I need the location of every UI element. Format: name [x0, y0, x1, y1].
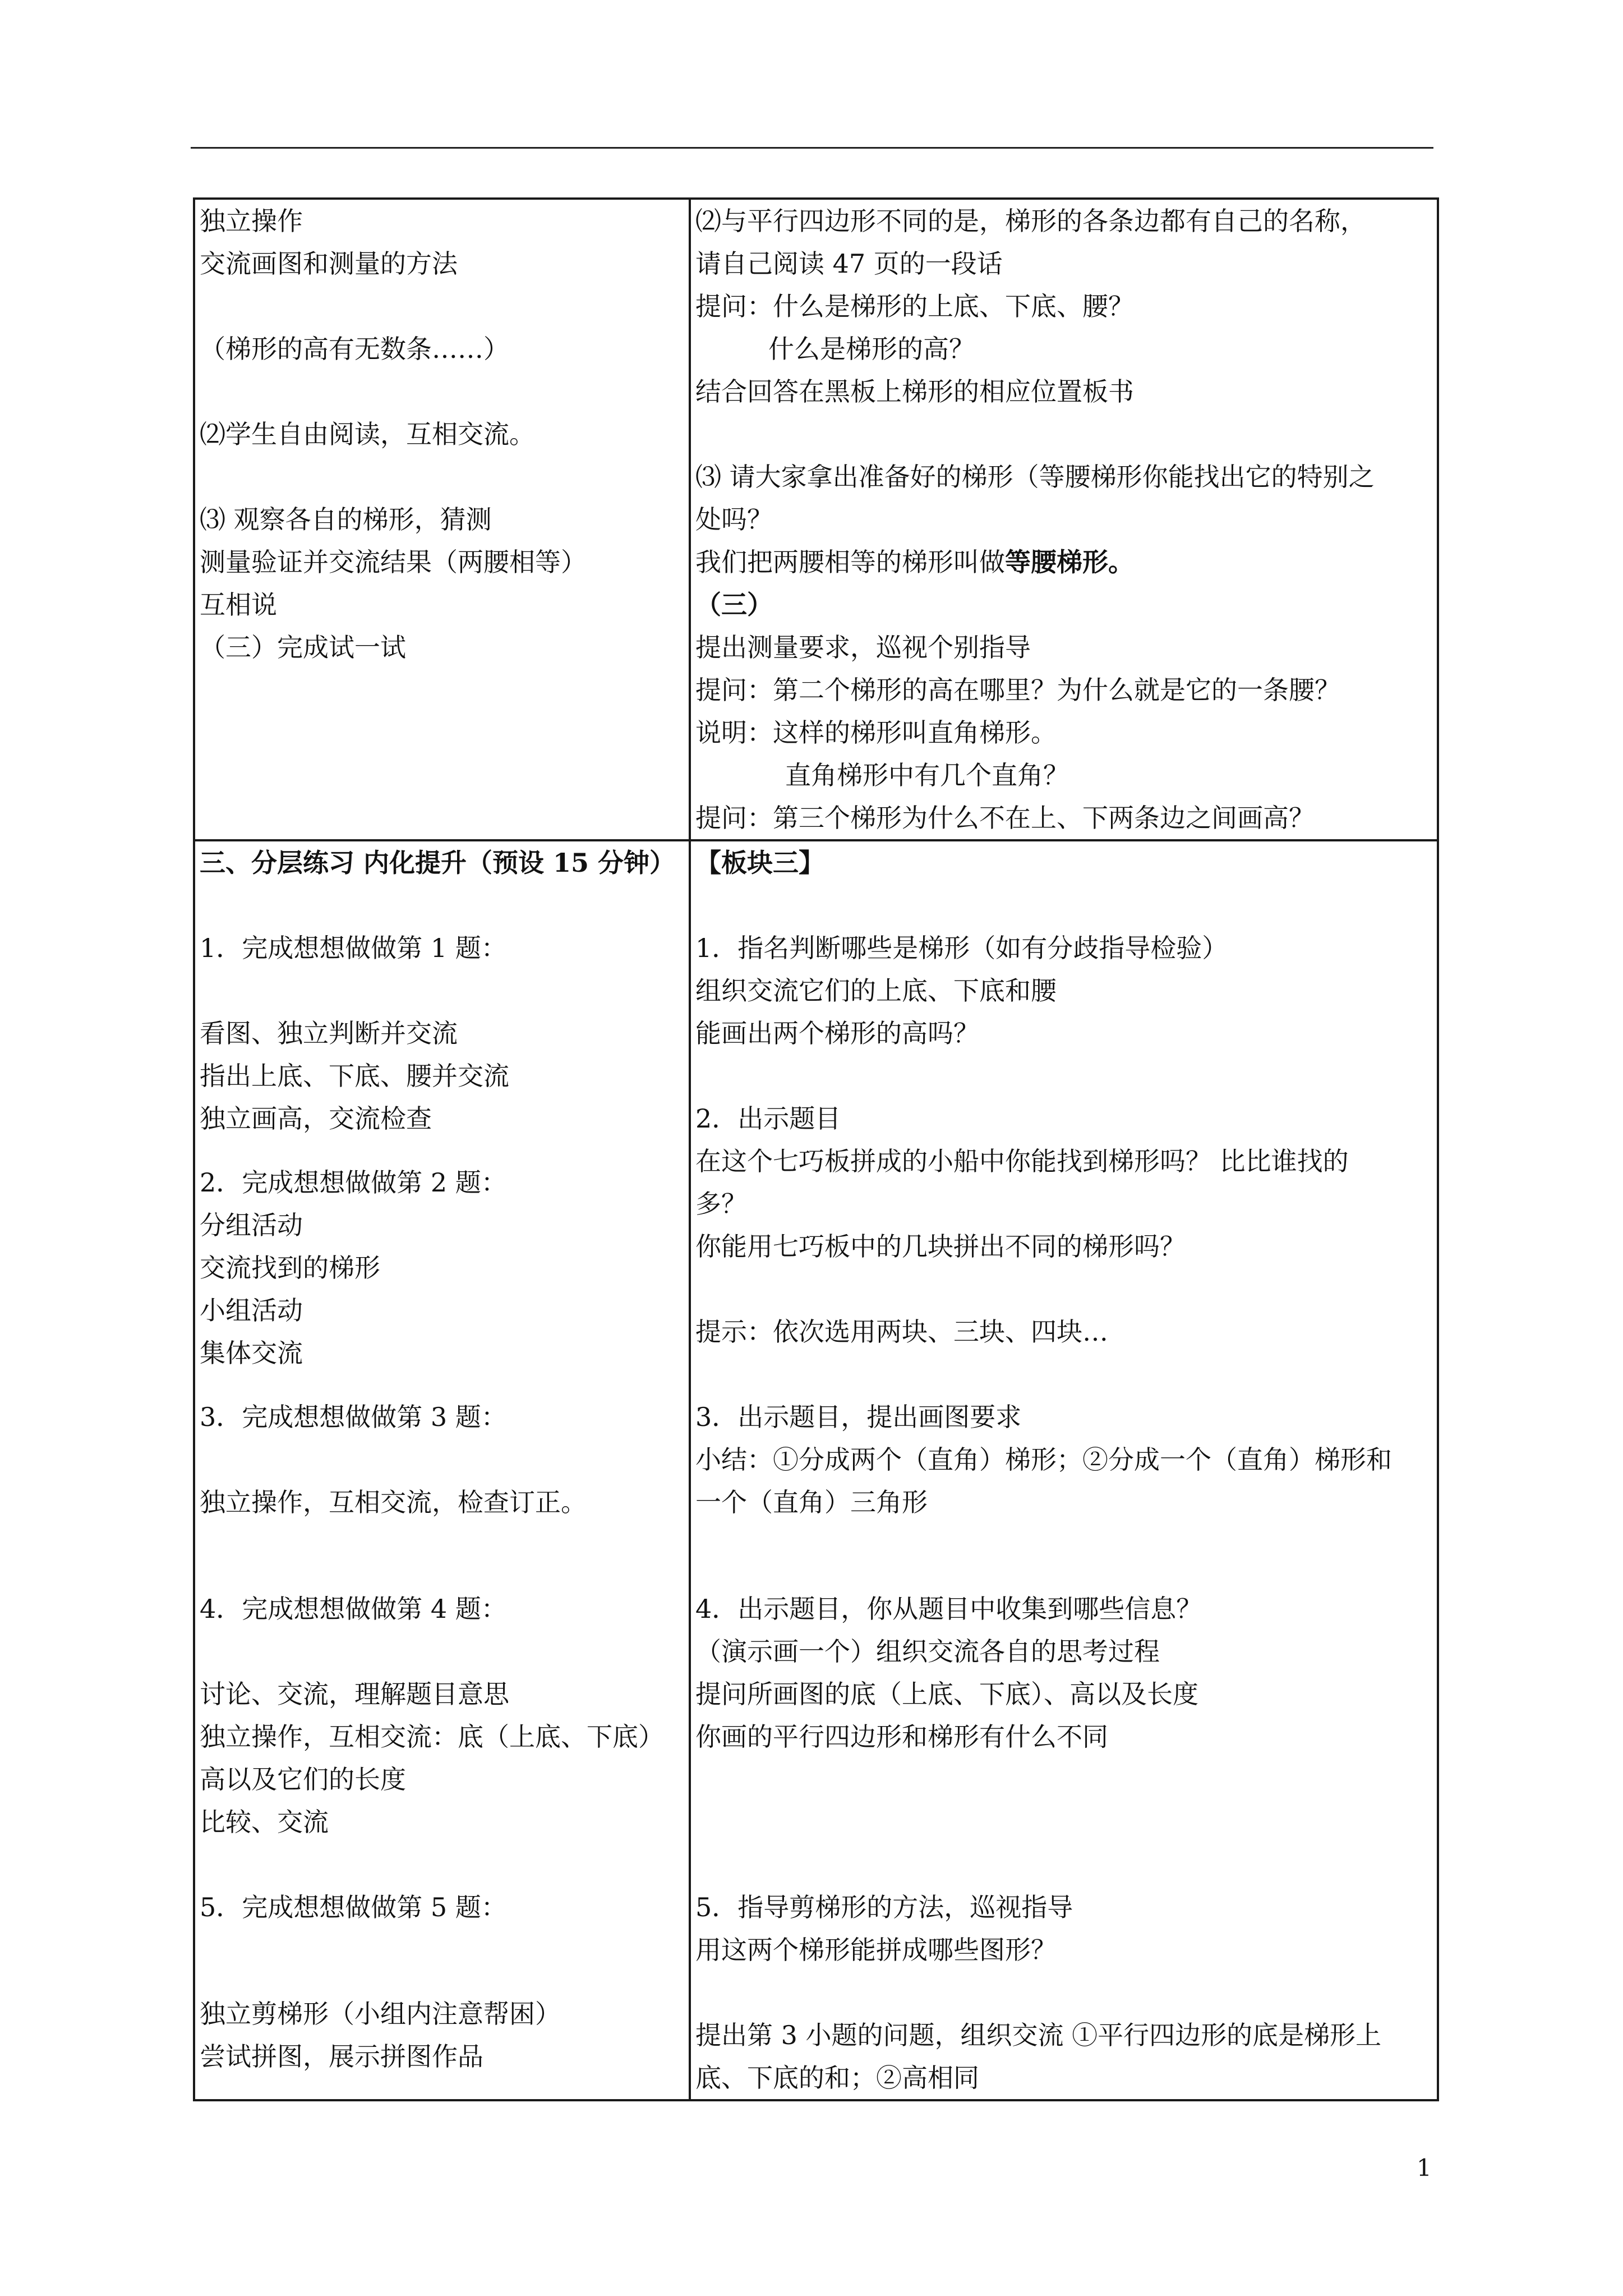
text-line: 独立剪梯形（小组内注意帮困）: [200, 1999, 561, 2029]
term-isosceles-trapezoid: 等腰梯形。: [1005, 547, 1134, 577]
text-line: 提问所画图的底（上底、下底）、高以及长度: [695, 1679, 1198, 1709]
text-run: 我们把两腰相等的梯形叫做: [695, 547, 1005, 577]
text-line: （梯形的高有无数条……）: [200, 334, 509, 364]
text-line: 独立操作，互相交流：底（上底、下底）: [200, 1722, 664, 1752]
text-line: 提出测量要求，巡视个别指导: [695, 632, 1031, 662]
header-rule: [191, 147, 1433, 149]
text-line: 分组活动: [200, 1210, 303, 1240]
text-line: 你能用七巧板中的几块拼出不同的梯形吗？: [695, 1231, 1186, 1262]
lesson-plan-table: [193, 197, 1439, 2101]
text-line: 提问：什么是梯形的上底、下底、腰？: [695, 291, 1134, 321]
text-line: 在这个七巧板拼成的小船中你能找到梯形吗？ 比比谁找的: [695, 1146, 1349, 1176]
text-line: ⑵学生自由阅读，互相交流。: [200, 419, 535, 449]
text-line: 提示：依次选用两块、三块、四块…: [695, 1317, 1108, 1347]
teacher-activity-cell: [690, 199, 1438, 840]
text-line: 提问：第三个梯形为什么不在上、下两条边之间画高？: [695, 803, 1315, 833]
text-line: 3．出示题目，提出画图要求: [695, 1402, 1022, 1432]
text-line: 底、下底的和；②高相同: [695, 2063, 979, 2093]
text-line: 独立操作: [200, 206, 303, 236]
text-line: 互相说: [200, 590, 277, 620]
text-line: 3．完成想想做做第 3 题：: [200, 1402, 507, 1432]
student-activity-cell: [194, 840, 690, 2100]
text-line: 交流画图和测量的方法: [200, 249, 458, 279]
text-line: 集体交流: [200, 1338, 303, 1368]
text-line: ⑵与平行四边形不同的是，梯形的各条边都有自己的名称，: [695, 206, 1366, 236]
text-line: 直角梯形中有几个直角？: [785, 760, 1069, 790]
section-heading: 【板块三】: [695, 848, 824, 878]
text-line: 能画出两个梯形的高吗？: [695, 1018, 979, 1048]
text-line: 一个（直角）三角形: [695, 1487, 928, 1517]
text-line: 1．指名判断哪些是梯形（如有分歧指导检验）: [695, 933, 1228, 963]
text-line: 4．完成想想做做第 4 题：: [200, 1594, 507, 1624]
text-line: 高以及它们的长度: [200, 1764, 406, 1795]
text-line: 说明：这样的梯形叫直角梯形。: [695, 717, 1057, 748]
text-line: 请自己阅读 47 页的一段话: [695, 249, 1003, 279]
text-line: 2．出示题目: [695, 1103, 841, 1134]
teacher-activity-cell: [690, 840, 1438, 2100]
text-line: ⑶ 观察各自的梯形，猜测: [200, 504, 492, 535]
table-row: [194, 199, 1438, 840]
text-line: 讨论、交流，理解题目意思: [200, 1679, 509, 1709]
text-line: ⑶ 请大家拿出准备好的梯形（等腰梯形你能找出它的特别之: [695, 462, 1375, 492]
text-line: 结合回答在黑板上梯形的相应位置板书: [695, 376, 1134, 407]
text-line: 尝试拼图，展示拼图作品: [200, 2041, 483, 2072]
text-line: 比较、交流: [200, 1807, 329, 1837]
text-line: 5．指导剪梯形的方法，巡视指导: [695, 1892, 1073, 1922]
text-line: 小结：①分成两个（直角）梯形；②分成一个（直角）梯形和: [695, 1444, 1392, 1475]
text-line: 多？: [695, 1189, 747, 1219]
text-line: （三）完成试一试: [200, 632, 406, 662]
text-line: 提问：第二个梯形的高在哪里？为什么就是它的一条腰？: [695, 675, 1340, 705]
section-heading: 三、分层练习 内化提升（预设 15 分钟）: [200, 848, 676, 878]
text-line: [695, 541, 1435, 583]
text-line: 处吗？: [695, 504, 773, 535]
text-line: 组织交流它们的上底、下底和腰: [695, 976, 1057, 1006]
text-line: 1．完成想想做做第 1 题：: [200, 933, 507, 963]
text-line: 独立画高，交流检查: [200, 1103, 432, 1134]
text-line: 交流找到的梯形: [200, 1253, 380, 1283]
text-line: 测量验证并交流结果（两腰相等）: [200, 547, 587, 577]
text-line: 5．完成想想做做第 5 题：: [200, 1892, 507, 1922]
text-line: 指出上底、下底、腰并交流: [200, 1061, 509, 1091]
text-line: （演示画一个）组织交流各自的思考过程: [695, 1636, 1160, 1667]
text-line: 2．完成想想做做第 2 题：: [200, 1167, 507, 1198]
section-marker: （三）: [695, 590, 773, 620]
text-line: 用这两个梯形能拼成哪些图形？: [695, 1935, 1057, 1965]
text-line: 什么是梯形的高？: [768, 334, 975, 364]
text-line: 你画的平行四边形和梯形有什么不同: [695, 1722, 1108, 1752]
text-line: 独立操作，互相交流，检查订正。: [200, 1487, 587, 1517]
text-line: 提出第 3 小题的问题，组织交流 ①平行四边形的底是梯形上: [695, 2020, 1382, 2050]
page-number: 1: [1417, 2154, 1432, 2182]
text-line: 4．出示题目，你从题目中收集到哪些信息？: [695, 1594, 1202, 1624]
table-row: [194, 840, 1438, 2100]
text-line: 小组活动: [200, 1295, 303, 1326]
student-activity-cell: [194, 199, 690, 840]
text-line: 看图、独立判断并交流: [200, 1018, 458, 1048]
